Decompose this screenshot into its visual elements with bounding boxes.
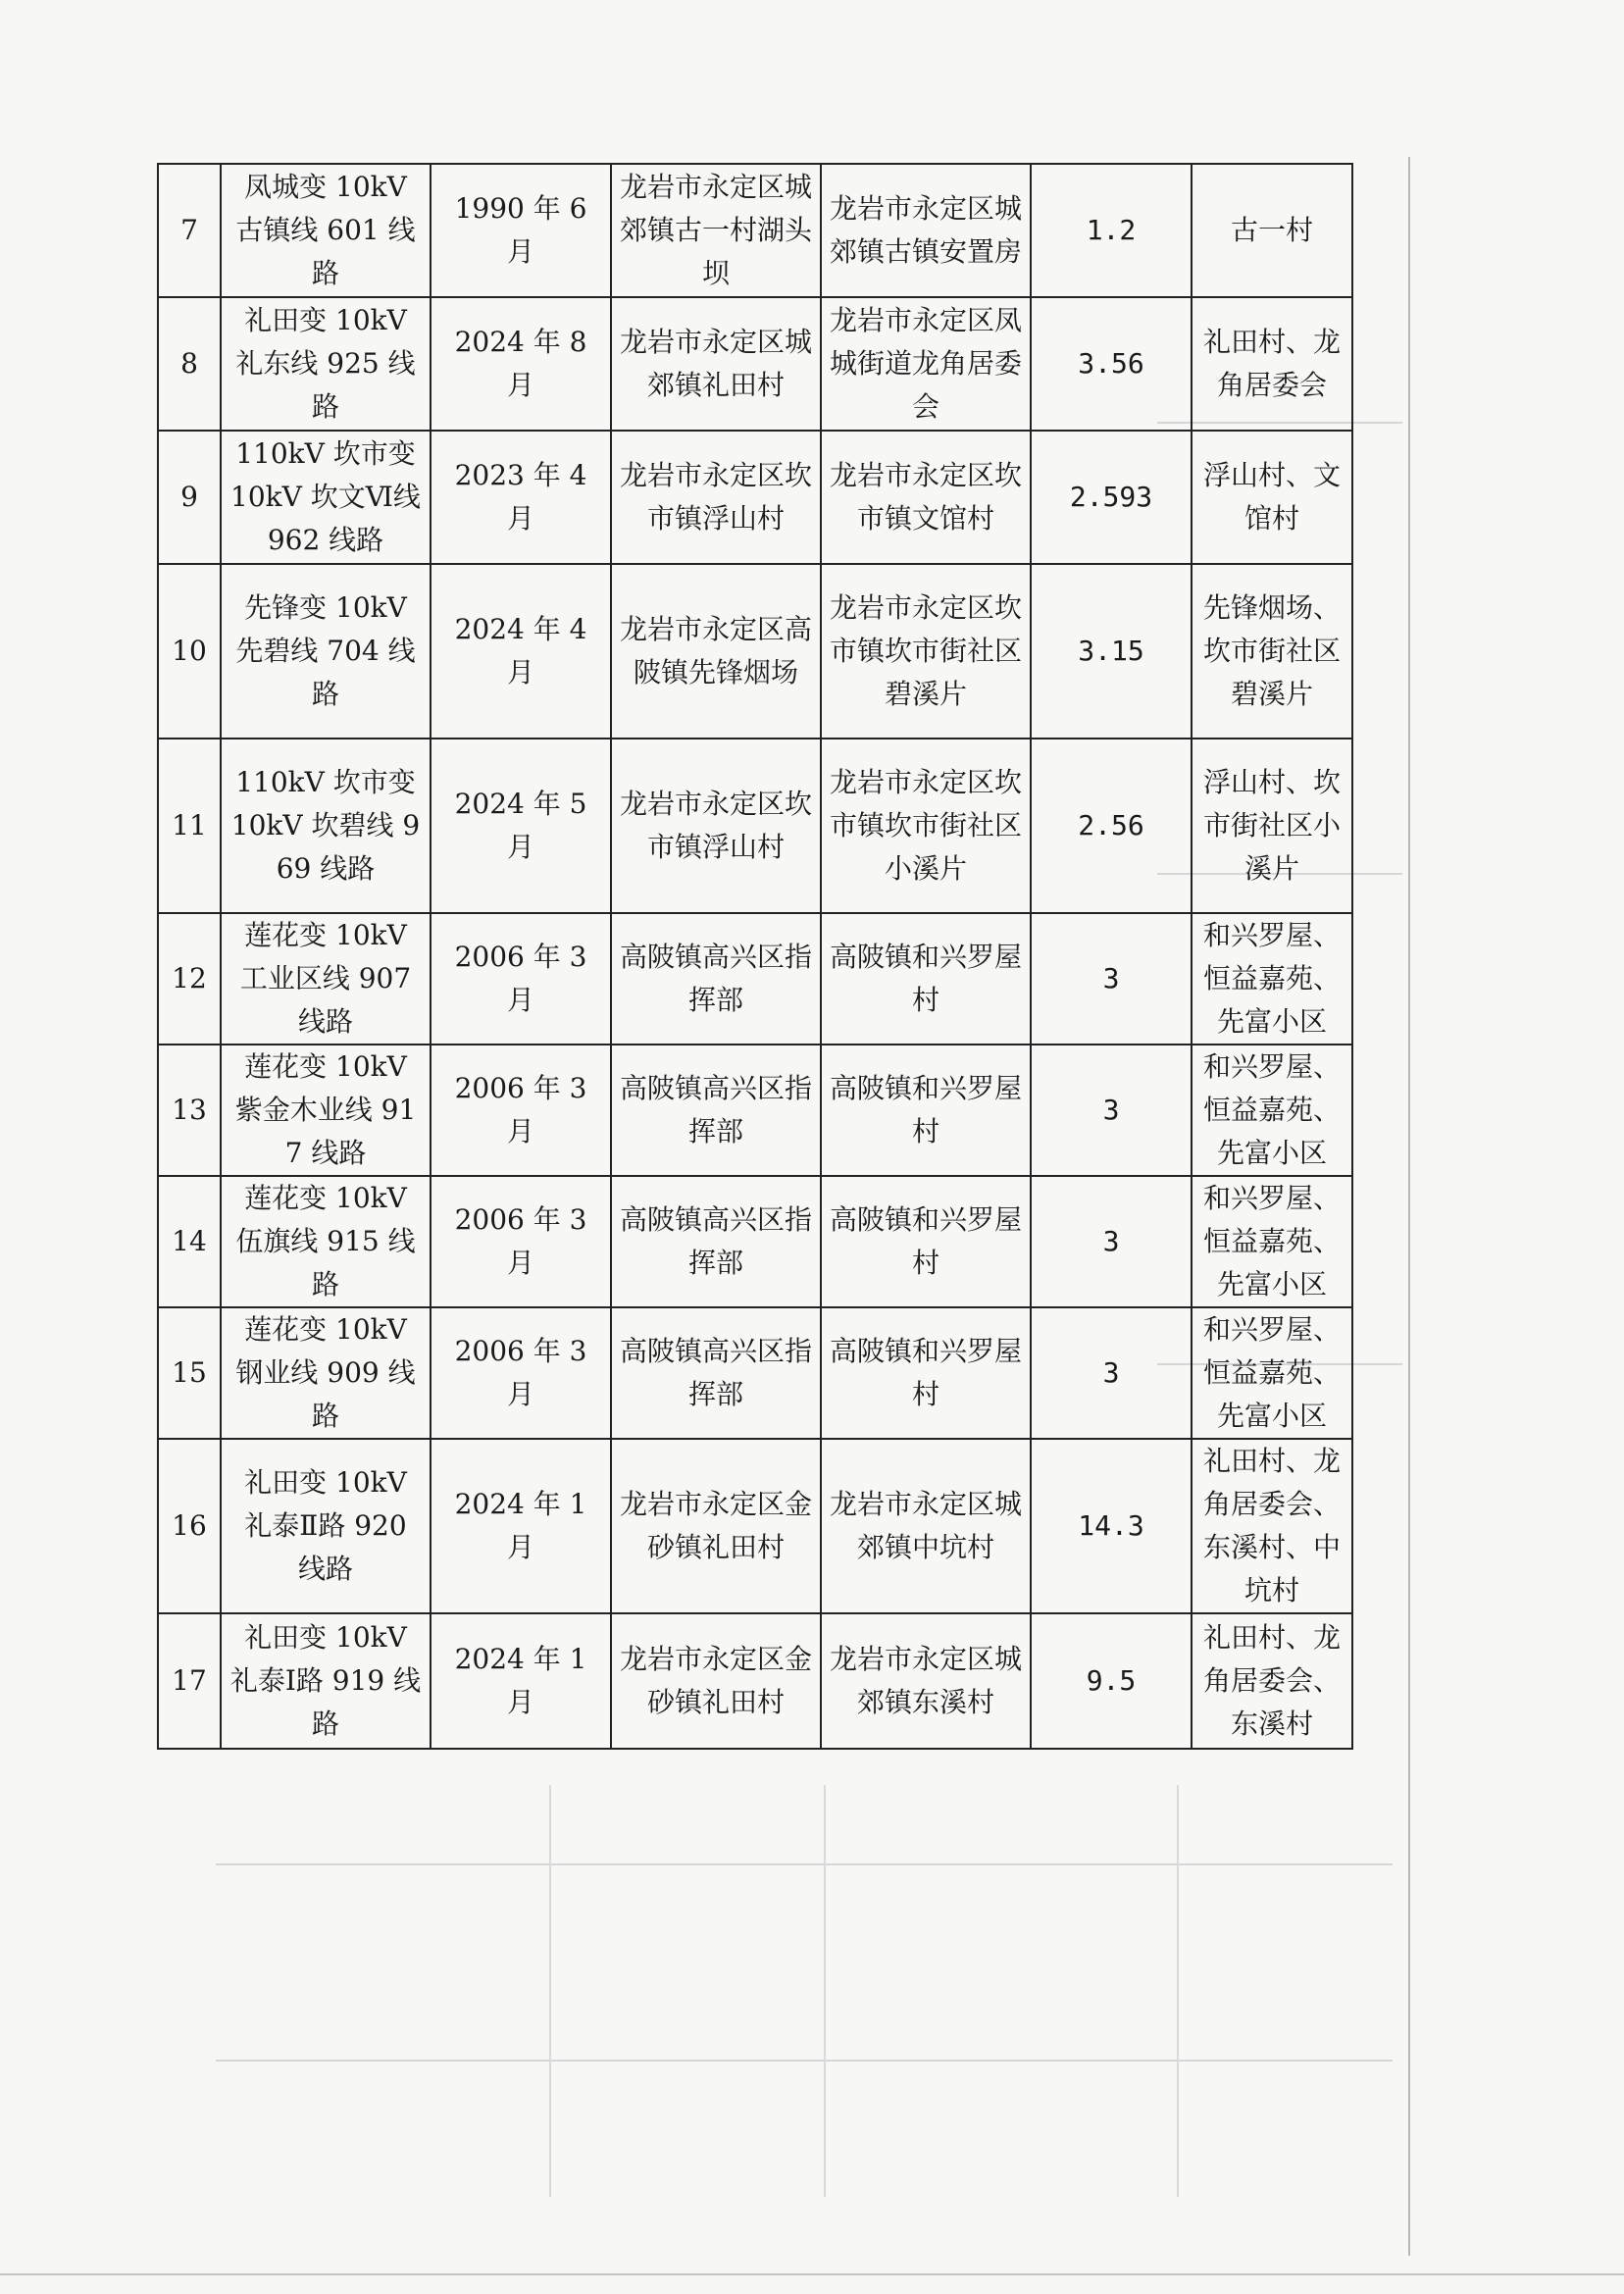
line-name-cell: 莲花变 10kV 工业区线 907 线路 xyxy=(221,913,431,1045)
line-name-cell: 礼田变 10kV 礼东线 925 线路 xyxy=(221,297,431,431)
table-row xyxy=(158,1613,1352,1749)
row-number-cell: 11 xyxy=(158,739,221,913)
line-name-cell: 凤城变 10kV 古镇线 601 线路 xyxy=(221,164,431,297)
commission-date-cell: 1990 年 6 月 xyxy=(431,164,611,297)
table-row xyxy=(158,297,1352,431)
supply-area-cell: 先锋烟场、坎市街社区碧溪片 xyxy=(1192,564,1352,739)
commission-date-cell: 2024 年 4 月 xyxy=(431,564,611,739)
commission-date-cell: 2024 年 1 月 xyxy=(431,1439,611,1613)
bleed-through-rule xyxy=(216,2060,1393,2062)
page-edge-line xyxy=(1408,157,1410,2256)
end-location-cell: 高陂镇和兴罗屋村 xyxy=(821,1045,1031,1176)
line-name-cell: 莲花变 10kV 伍旗线 915 线路 xyxy=(221,1176,431,1307)
row-number-cell: 16 xyxy=(158,1439,221,1613)
line-name-cell: 礼田变 10kV 礼泰Ⅱ路 920 线路 xyxy=(221,1439,431,1613)
row-number-cell: 12 xyxy=(158,913,221,1045)
start-location-cell: 龙岩市永定区城郊镇古一村湖头坝 xyxy=(611,164,821,297)
line-name-cell: 莲花变 10kV 紫金木业线 917 线路 xyxy=(221,1045,431,1176)
line-length-cell: 3 xyxy=(1031,1307,1192,1439)
start-location-cell: 高陂镇高兴区指挥部 xyxy=(611,1045,821,1176)
row-number-cell: 7 xyxy=(158,164,221,297)
start-location-cell: 龙岩市永定区高陂镇先锋烟场 xyxy=(611,564,821,739)
line-name-cell: 110kV 坎市变 10kV 坎文Ⅵ线 962 线路 xyxy=(221,431,431,564)
table-row xyxy=(158,1307,1352,1439)
commission-date-cell: 2023 年 4 月 xyxy=(431,431,611,564)
start-location-cell: 龙岩市永定区金砂镇礼田村 xyxy=(611,1613,821,1749)
page-edge-line xyxy=(0,2273,1624,2275)
table-row xyxy=(158,1176,1352,1307)
line-name-cell: 先锋变 10kV 先碧线 704 线路 xyxy=(221,564,431,739)
end-location-cell: 龙岩市永定区凤城街道龙角居委会 xyxy=(821,297,1031,431)
supply-area-cell: 和兴罗屋、恒益嘉苑、先富小区 xyxy=(1192,1307,1352,1439)
line-name-cell: 莲花变 10kV 钢业线 909 线路 xyxy=(221,1307,431,1439)
line-length-cell: 3.56 xyxy=(1031,297,1192,431)
start-location-cell: 高陂镇高兴区指挥部 xyxy=(611,913,821,1045)
row-number-cell: 13 xyxy=(158,1045,221,1176)
start-location-cell: 龙岩市永定区坎市镇浮山村 xyxy=(611,739,821,913)
table-row xyxy=(158,1045,1352,1176)
start-location-cell: 龙岩市永定区金砂镇礼田村 xyxy=(611,1439,821,1613)
line-length-cell: 2.56 xyxy=(1031,739,1192,913)
bleed-through-rule xyxy=(1177,1785,1179,2197)
commission-date-cell: 2006 年 3 月 xyxy=(431,1307,611,1439)
table-row xyxy=(158,739,1352,913)
supply-area-cell: 礼田村、龙角居委会、东溪村、中坑村 xyxy=(1192,1439,1352,1613)
line-length-cell: 3 xyxy=(1031,913,1192,1045)
line-length-cell: 2.593 xyxy=(1031,431,1192,564)
supply-area-cell: 和兴罗屋、恒益嘉苑、先富小区 xyxy=(1192,1176,1352,1307)
supply-area-cell: 和兴罗屋、恒益嘉苑、先富小区 xyxy=(1192,913,1352,1045)
commission-date-cell: 2006 年 3 月 xyxy=(431,1176,611,1307)
table-row xyxy=(158,431,1352,564)
line-length-cell: 14.3 xyxy=(1031,1439,1192,1613)
end-location-cell: 龙岩市永定区坎市镇文馆村 xyxy=(821,431,1031,564)
row-number-cell: 9 xyxy=(158,431,221,564)
table-row xyxy=(158,564,1352,739)
start-location-cell: 高陂镇高兴区指挥部 xyxy=(611,1307,821,1439)
table-row xyxy=(158,1439,1352,1613)
line-name-cell: 110kV 坎市变 10kV 坎碧线 969 线路 xyxy=(221,739,431,913)
commission-date-cell: 2006 年 3 月 xyxy=(431,1045,611,1176)
line-length-cell: 1.2 xyxy=(1031,164,1192,297)
end-location-cell: 高陂镇和兴罗屋村 xyxy=(821,1307,1031,1439)
end-location-cell: 龙岩市永定区城郊镇东溪村 xyxy=(821,1613,1031,1749)
supply-area-cell: 浮山村、文馆村 xyxy=(1192,431,1352,564)
supply-area-cell: 礼田村、龙角居委会、东溪村 xyxy=(1192,1613,1352,1749)
start-location-cell: 龙岩市永定区坎市镇浮山村 xyxy=(611,431,821,564)
power-line-table xyxy=(157,163,1353,1750)
end-location-cell: 龙岩市永定区坎市镇坎市街社区碧溪片 xyxy=(821,564,1031,739)
commission-date-cell: 2024 年 5 月 xyxy=(431,739,611,913)
power-line-table-body xyxy=(158,164,1352,1749)
commission-date-cell: 2006 年 3 月 xyxy=(431,913,611,1045)
line-length-cell: 3 xyxy=(1031,1176,1192,1307)
row-number-cell: 15 xyxy=(158,1307,221,1439)
end-location-cell: 龙岩市永定区坎市镇坎市街社区小溪片 xyxy=(821,739,1031,913)
end-location-cell: 高陂镇和兴罗屋村 xyxy=(821,913,1031,1045)
end-location-cell: 龙岩市永定区城郊镇中坑村 xyxy=(821,1439,1031,1613)
supply-area-cell: 和兴罗屋、恒益嘉苑、先富小区 xyxy=(1192,1045,1352,1176)
end-location-cell: 龙岩市永定区城郊镇古镇安置房 xyxy=(821,164,1031,297)
row-number-cell: 14 xyxy=(158,1176,221,1307)
bleed-through-rule xyxy=(549,1785,551,2197)
start-location-cell: 高陂镇高兴区指挥部 xyxy=(611,1176,821,1307)
line-name-cell: 礼田变 10kV 礼泰Ⅰ路 919 线路 xyxy=(221,1613,431,1749)
supply-area-cell: 浮山村、坎市街社区小溪片 xyxy=(1192,739,1352,913)
row-number-cell: 8 xyxy=(158,297,221,431)
end-location-cell: 高陂镇和兴罗屋村 xyxy=(821,1176,1031,1307)
commission-date-cell: 2024 年 8 月 xyxy=(431,297,611,431)
line-table-container xyxy=(157,163,1341,1750)
row-number-cell: 10 xyxy=(158,564,221,739)
commission-date-cell: 2024 年 1 月 xyxy=(431,1613,611,1749)
bleed-through-rule xyxy=(824,1785,826,2197)
start-location-cell: 龙岩市永定区城郊镇礼田村 xyxy=(611,297,821,431)
line-length-cell: 3.15 xyxy=(1031,564,1192,739)
table-row xyxy=(158,164,1352,297)
row-number-cell: 17 xyxy=(158,1613,221,1749)
supply-area-cell: 古一村 xyxy=(1192,164,1352,297)
table-row xyxy=(158,913,1352,1045)
line-length-cell: 9.5 xyxy=(1031,1613,1192,1749)
bleed-through-rule xyxy=(216,1863,1393,1865)
line-length-cell: 3 xyxy=(1031,1045,1192,1176)
supply-area-cell: 礼田村、龙角居委会 xyxy=(1192,297,1352,431)
